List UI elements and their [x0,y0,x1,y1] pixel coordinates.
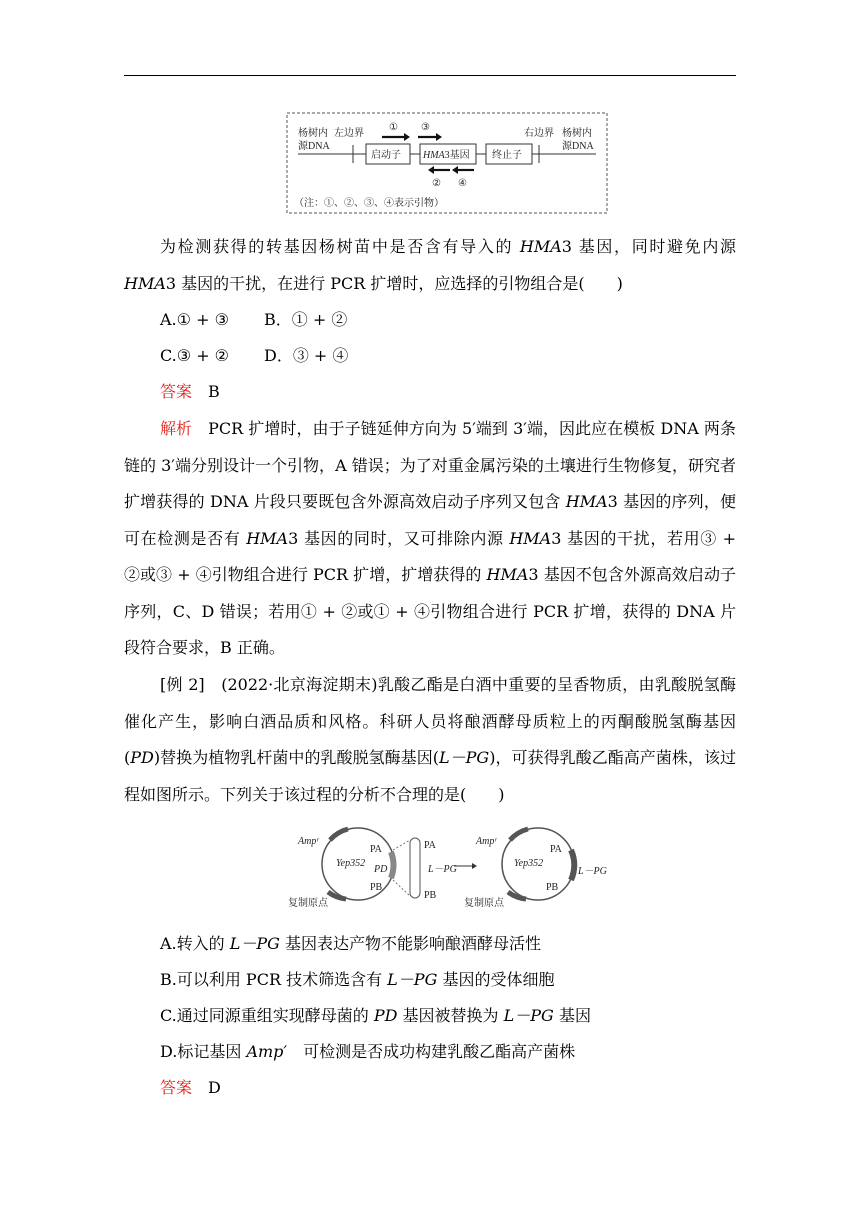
q1-analysis: 解析 PCR 扩增时，由于子链延伸方向为 5′端到 3′端，因此应在模板 DNA 两条链的 3′端分别设计一个引物，A 错误；为了对重金属污染的土壤进行生物修复，研究者扩增获得的 DNA 片段只要既包含外源高效启动子序列又包含 HMA3 基因的序列，便可在检测是否有 HMA3 基因的同时，又可排除内源 HMA3 基因的干扰，若用③ + ②或③ + ④引物组合进行 PCR 扩增，扩增获得的 HMA3 基因不包含外源高效启动子序列，C、D 错误；若用① + ②或① + ④引物组合进行 PCR 扩增，获得的 DNA 片段符合要求，B 正确。 [124,419,736,657]
right-dna-label-1: 杨树内 [562,128,592,139]
q2-option-c[interactable]: C.通过同源重组实现酵母菌的 PD 基因被替换为 L－PG 基因 [160,1006,591,1025]
right-border-label: 右边界 [524,128,554,139]
insert-lpg-label: L－PG [428,864,457,875]
q2-option-d[interactable]: D.标记基因 Amp′ 可检测是否成功构建乳酸乙酯高产菌株 [160,1042,576,1061]
q1-options-ab [160,310,347,330]
q2-answer [160,1078,221,1098]
amp-label-2: Ampʳ [476,836,497,847]
answer-value: B [208,382,220,401]
q2-option-a[interactable]: A.转入的 L－PG 基因表达产物不能影响酿酒酵母活性 [160,934,542,953]
pa-label-2: PA [550,844,562,855]
q1-options-cd [160,346,348,366]
figure-note: （注：①、②、③、④表示引物） [294,198,444,209]
answer-label-2: 答案 [160,1078,193,1097]
primer-1-label: ① [389,122,398,133]
q1-option-c[interactable]: C.③ + ② [160,346,230,365]
terminator-label: 终止子 [492,150,522,161]
amp-label: Ampʳ [298,836,319,847]
q2-option-b[interactable]: B.可以利用 PCR 技术筛选含有 L－PG 基因的受体细胞 [160,970,555,989]
answer-label: 答案 [160,382,193,401]
analysis-label: 解析 [160,419,193,438]
promoter-label: 启动子 [371,150,401,161]
answer-value-2: D [208,1078,221,1097]
q1-answer [160,382,220,402]
q1-option-a[interactable]: A.① + ③ [160,310,229,329]
pb-label-2: PB [546,882,559,893]
pa-label: PA [370,844,382,855]
header-rule [124,75,736,76]
plasmid-diagram [288,822,618,914]
q1-option-b[interactable]: B．① + ② [264,310,348,329]
question-2-stem: [例 2] (2022·北京海淀期末)乳酸乙酯是白酒中重要的呈香物质，由乳酸脱氢酶催化产生，影响白酒品质和风格。科研人员将酿酒酵母质粒上的丙酮酸脱氢酶基因(PD)替换为植物乳杆菌中的乳酸脱氢酶基因(L－PG)，可获得乳酸乙酯高产菌株，该过程如图所示。下列关于该过程的分析不合理的是( ) [124,675,736,804]
q1-option-d[interactable]: D．③ + ④ [264,346,349,365]
primer-2-label: ② [432,178,441,189]
pd-label: PD [374,864,388,875]
left-border-label: 左边界 [334,128,364,139]
left-dna-label-2: 源DNA [298,141,330,152]
lpg-label-2: L－PG [578,866,607,877]
yep-label-2: Yep352 [514,858,544,869]
primer-4-label: ④ [458,178,467,189]
ori-label: 复制原点 [288,898,328,909]
gene-label: HMA3基因 [423,150,470,161]
insert-pb-label: PB [424,890,437,901]
right-dna-label-2: 源DNA [562,141,594,152]
primer-diagram [286,112,608,214]
insert-pa-label: PA [424,840,436,851]
left-dna-label-1: 杨树内 [298,128,328,139]
primer-3-label: ③ [421,122,430,133]
ori-label-2: 复制原点 [464,898,504,909]
yep-label: Yep352 [336,858,366,869]
question-1-stem: 为检测获得的转基因杨树苗中是否含有导入的 HMA3 基因，同时避免内源HMA3 基因的干扰，在进行 PCR 扩增时，应选择的引物组合是( ) [124,237,736,293]
pb-label: PB [370,882,383,893]
